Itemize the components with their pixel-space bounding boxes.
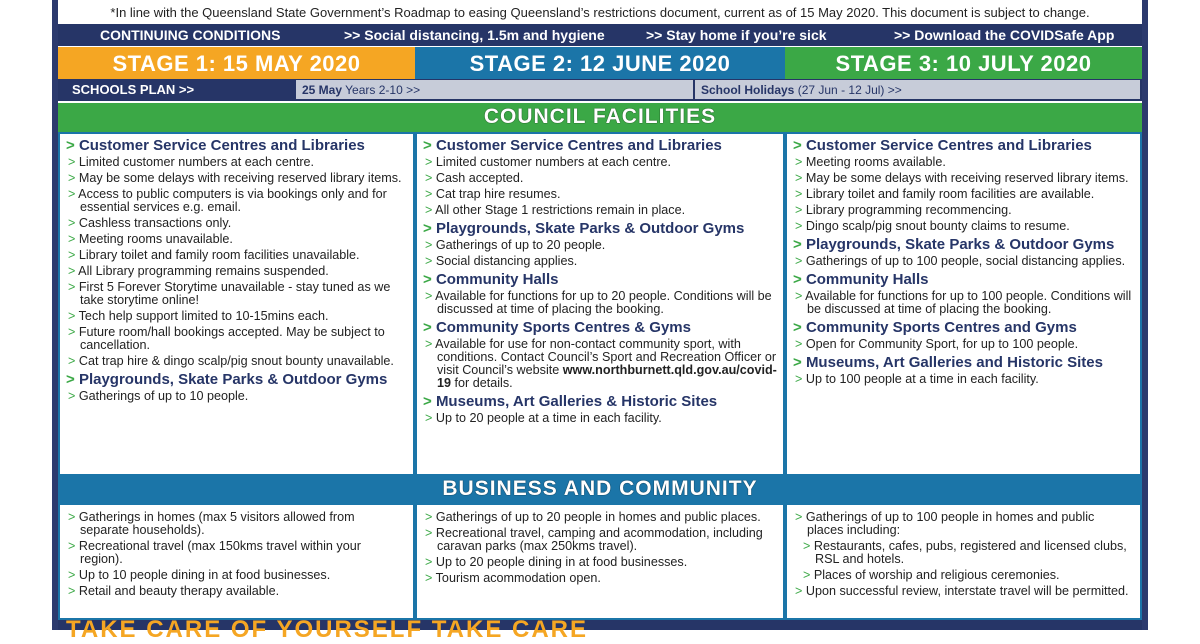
list-item: > Cat trap hire & dingo scalp/pig snout bounty unavailable. — [66, 355, 413, 368]
list-item: > Library toilet and family room facilities are available. — [793, 188, 1140, 201]
business-community-title: BUSINESS AND COMMUNITY — [442, 477, 758, 500]
list-item: > May be some delays with receiving reserved library items. — [66, 172, 413, 185]
stage-1-business-column — [58, 503, 415, 620]
list-item: > Tech help support limited to 10-15mins each. — [66, 310, 413, 323]
stage-1-header: STAGE 1: 15 MAY 2020 — [58, 47, 415, 79]
list-item: > May be some delays with receiving reserved library items. — [793, 172, 1140, 185]
list-item: > Meeting rooms unavailable. — [66, 233, 413, 246]
list-item: > Up to 20 people dining in at food businesses. — [423, 556, 783, 569]
list-item: > Gatherings of up to 10 people. — [66, 390, 413, 403]
continuing-conditions-bar — [58, 24, 1142, 46]
schools-may-box — [296, 80, 693, 99]
sports-contact-text: Available for use for non-contact community sport, with conditions. Contact Council’s Sport and Recreation Officer or visit Council’s website — [435, 337, 777, 377]
council-website-link[interactable]: www.northburnett.qld.gov.au/covid-19 — [437, 363, 777, 390]
list-item: > Up to 100 people at a time in each facility. — [793, 373, 1140, 386]
condition-covidsafe-app: >> Download the COVIDSafe App — [894, 27, 1115, 43]
list-item: > Library programming recommencing. — [793, 204, 1140, 217]
business-community-heading — [58, 476, 1142, 505]
condition-stay-home: >> Stay home if you’re sick — [646, 27, 827, 43]
list-item: > Recreational travel, camping and acommodation, including caravan parks (max 250kms travel). — [423, 527, 783, 553]
list-item: > Gatherings of up to 20 people in homes and public places. — [423, 511, 783, 524]
stage3-playgrounds-heading: > Playgrounds, Skate Parks & Outdoor Gyms — [793, 236, 1140, 253]
schools-may-date: 25 May — [302, 83, 343, 97]
stage3-libraries-heading: > Customer Service Centres and Libraries — [793, 137, 1140, 154]
sports-details-text: for details. — [451, 376, 513, 390]
stage-3-header: STAGE 3: 10 JULY 2020 — [785, 47, 1142, 79]
list-item: > Gatherings of up to 100 people, social distancing applies. — [793, 255, 1140, 268]
schools-may-years: Years 2-10 >> — [345, 83, 421, 97]
list-item: > Recreational travel (max 150kms travel within your region). — [66, 540, 413, 566]
list-item: > Open for Community Sport, for up to 100 people. — [793, 338, 1140, 351]
list-item: > Limited customer numbers at each centre. — [66, 156, 413, 169]
schools-plan-label: SCHOOLS PLAN >> — [72, 82, 195, 97]
schools-plan-bar — [58, 79, 1142, 101]
list-item: > Up to 10 people dining in at food businesses. — [66, 569, 413, 582]
stage1-playgrounds-heading: > Playgrounds, Skate Parks & Outdoor Gyms — [66, 371, 413, 388]
list-item: > Available for functions for up to 100 people. Conditions will be discussed at time of placing the booking. — [793, 290, 1140, 316]
list-item: > Places of worship and religious ceremonies. — [793, 569, 1140, 582]
stage2-halls-heading: > Community Halls — [423, 271, 783, 288]
stage-2-business-column — [415, 503, 785, 620]
list-item: > All other Stage 1 restrictions remain in place. — [423, 204, 783, 217]
list-item: > Dingo scalp/pig snout bounty claims to resume. — [793, 220, 1140, 233]
stage2-museums-heading: > Museums, Art Galleries & Historic Sites — [423, 393, 783, 410]
stage-3-business-column — [785, 503, 1142, 620]
stage1-libraries-heading: > Customer Service Centres and Libraries — [66, 137, 413, 154]
stage3-museums-heading: > Museums, Art Galleries and Historic Sites — [793, 354, 1140, 371]
schools-holidays-label: School Holidays — [701, 83, 795, 97]
stage3-sports-heading: > Community Sports Centres and Gyms — [793, 319, 1140, 336]
council-facilities-heading — [58, 103, 1142, 132]
list-item: > Available for functions for up to 20 people. Conditions will be discussed at time of placing the booking. — [423, 290, 783, 316]
list-item: > Future room/hall bookings accepted. May be subject to cancellation. — [66, 326, 413, 352]
list-item: > First 5 Forever Storytime unavailable - stay tuned as we take storytime online! — [66, 281, 413, 307]
list-item: > Access to public computers is via bookings only and for essential services e.g. email. — [66, 188, 413, 214]
stage3-halls-heading: > Community Halls — [793, 271, 1140, 288]
list-item — [423, 338, 783, 390]
list-item: > Cashless transactions only. — [66, 217, 413, 230]
stage2-playgrounds-heading: > Playgrounds, Skate Parks & Outdoor Gyms — [423, 220, 783, 237]
stage-2-council-column — [415, 132, 785, 476]
footer-banner — [58, 616, 1142, 643]
list-item: > All Library programming remains suspended. — [66, 265, 413, 278]
stage-2-header: STAGE 2: 12 JUNE 2020 — [415, 47, 785, 79]
list-item: > Meeting rooms available. — [793, 156, 1140, 169]
stage2-libraries-heading: > Customer Service Centres and Libraries — [423, 137, 783, 154]
list-item: > Social distancing applies. — [423, 255, 783, 268]
list-item: > Limited customer numbers at each centre. — [423, 156, 783, 169]
footer-text: TAKE CARE OF YOURSELF TAKE CARE — [66, 616, 589, 643]
list-item: > Restaurants, cafes, pubs, registered and licensed clubs, RSL and hotels. — [793, 540, 1140, 566]
list-item: > Gatherings of up to 100 people in homes and public places including: — [793, 511, 1140, 537]
list-item: > Gatherings in homes (max 5 visitors allowed from separate households). — [66, 511, 413, 537]
list-item: > Tourism acommodation open. — [423, 572, 783, 585]
list-item: > Library toilet and family room facilities unavailable. — [66, 249, 413, 262]
schools-holidays-dates: (27 Jun - 12 Jul) >> — [797, 83, 902, 97]
list-item: > Retail and beauty therapy available. — [66, 585, 413, 598]
list-item: > Gatherings of up to 20 people. — [423, 239, 783, 252]
conditions-title: CONTINUING CONDITIONS — [100, 27, 281, 43]
stage2-sports-heading: > Community Sports Centres & Gyms — [423, 319, 783, 336]
list-item: > Cat trap hire resumes. — [423, 188, 783, 201]
council-facilities-title: COUNCIL FACILITIES — [483, 105, 717, 128]
stage-1-council-column — [58, 132, 415, 476]
condition-social-distancing: >> Social distancing, 1.5m and hygiene — [344, 27, 605, 43]
list-item: > Cash accepted. — [423, 172, 783, 185]
schools-holidays-box — [695, 80, 1140, 99]
list-item: > Upon successful review, interstate travel will be permitted. — [793, 585, 1140, 598]
stage-3-council-column — [785, 132, 1142, 476]
notice-text: *In line with the Queensland State Government’s Roadmap to easing Queensland’s restrictions document, current as of 15 May 2020. This document is subject to change. — [110, 5, 1090, 20]
list-item: > Up to 20 people at a time in each facility. — [423, 412, 783, 425]
